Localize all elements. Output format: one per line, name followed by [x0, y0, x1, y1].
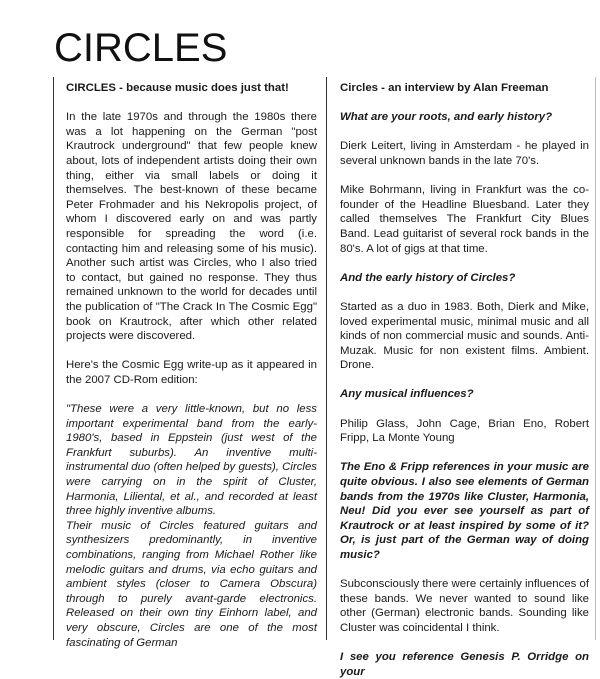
- interview-question: I see you reference Genesis P. Orridge on your: [340, 651, 589, 678]
- page-title: CIRCLES: [54, 26, 228, 70]
- interview-question: And the early history of Circles?: [340, 271, 516, 284]
- interview-question: What are your roots, and early history?: [340, 111, 553, 124]
- interview-answer: Dierk Leitert, living in Amsterdam - he played in several unknown bands in the late 70's.: [340, 140, 589, 167]
- left-column: [53, 77, 326, 649]
- interview-answer: Philip Glass, John Cage, Brian Eno, Robert Fripp, La Monte Young: [340, 417, 589, 445]
- interview-answer: Started as a duo in 1983. Both, Dierk and Mike, loved experimental music, minimal music and all kinds of non commercial music and sounds. Anti-Muzak. Music for non existent films. Ambient. Drone.: [340, 300, 589, 372]
- left-column-heading: CIRCLES - because music does just that!: [66, 82, 289, 94]
- interview-answer: Subconsciously there were certainly influences of these bands. We never wanted to sound like other (German) electronic bands. Sounding like Cluster was coincidental I think.: [340, 578, 589, 634]
- cosmic-egg-quote-2: Their music of Circles featured guitars and synthesizers predominantly, in inventive combinations, ranging from Michael Rother like melodic guitars and drums, via echo guitars and ambient styles (closer to Camera Obscura) through to purely avant-garde electronics. Released on their own tiny Einhorn label, and very obscure, Circles are one of the most fascinating of German: [66, 519, 317, 649]
- interview-question: Any musical influences?: [340, 388, 474, 401]
- interview-question: The Eno & Fripp references in your music are quite obvious. I also see elements of German bands from the 1970s like Cluster, Harmonia, Neu! Did you ever see yourself as part of Krautrock or at least inspired by some of it? Or, is just part of the German way of doing music?: [340, 461, 589, 561]
- interview-body: [340, 110, 589, 679]
- right-column: [326, 77, 596, 678]
- intro-paragraph: In the late 1970s and through the 1980s there was a lot happening on the German "post Krautrock underground" that few people knew about, lots of independent artists doing their own thing, either via small labels or doing it themselves. The best-known of these became Peter Frohmader and his Nekropolis project, of whom I discovered early on and was partly responsible for spreading the word (i.e. contacting him and releasing some of his music). Another such artist was Circles, who I also tried to contact, but gained no response. They thus remained unknown to the world for decades until the publication of "The Crack In The Cosmic Egg" book on Krautrock, after which other related projects were discovered.: [66, 111, 317, 343]
- interview-answer: Mike Bohrmann, living in Frankfurt was the co-founder of the Headline Bluesband. Later they called themselves The Frankfurt City Blues Band. Lead guitarist of several rock bands in the 80's. A lot of gigs at that time.: [340, 184, 589, 255]
- interview-heading: Circles - an interview by Alan Freeman: [340, 82, 549, 94]
- cosmic-egg-intro: Here's the Cosmic Egg write-up as it appeared in the 2007 CD-Rom edition:: [66, 359, 317, 386]
- cosmic-egg-quote-1: "These were a very little-known, but no less important experimental band from the early-1980's, based in Eppstein (just west of the Frankfurt suburbs). An inventive multi-instrumental duo (often helped by guests), Circles were carrying on in the spirit of Cluster, Harmonia, Liliental, et al., and recorded at least three highly inventive albums.: [66, 403, 317, 518]
